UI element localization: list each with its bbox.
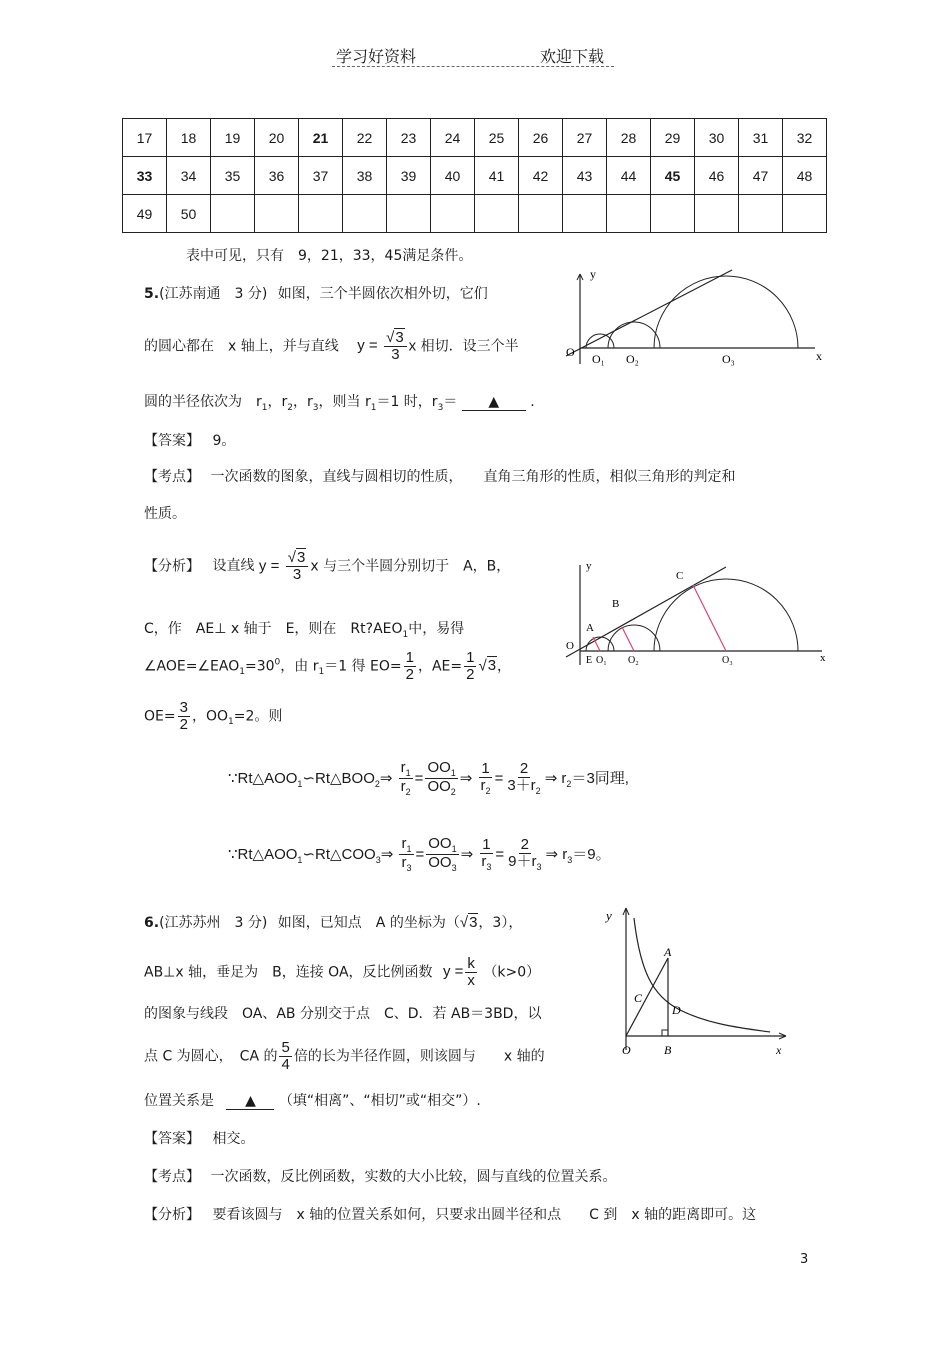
q5-fenxi-line2: C，作 AE⊥ x 轴于 E，则在 $Rt?AEO_1$中，易得	[144, 621, 465, 640]
page-number: 3	[800, 1252, 809, 1267]
table-cell: 29	[651, 119, 695, 157]
q5-figure-semicircles	[560, 262, 830, 370]
table-cell: 23	[387, 119, 431, 157]
table-cell: 18	[167, 119, 211, 157]
table-cell: 50	[167, 195, 211, 233]
table-cell: 24	[431, 119, 475, 157]
q6-fenxi: 【分析】 要看该圆与 x 轴的位置关系如何，只要求出圆半径和点 C 到 x 轴的距离即可。这	[144, 1207, 757, 1223]
svg-text:O₁: O₁	[596, 655, 607, 666]
svg-text:O₃: O₃	[722, 352, 735, 366]
q5-number: 5.	[144, 286, 160, 302]
table-cell: 39	[387, 157, 431, 195]
table-cell: 35	[211, 157, 255, 195]
q5-kaodian-cont: 性质。	[144, 506, 186, 522]
table-cell	[475, 195, 519, 233]
q5-kaodian: 【考点】 一次函数的图象，直线与圆相切的性质， 直角三角形的性质，相似三角形的判定和	[144, 469, 736, 485]
q6-answer: 【答案】 相交。	[144, 1131, 255, 1147]
svg-text:C: C	[634, 991, 643, 1005]
table-cell	[343, 195, 387, 233]
table-cell	[211, 195, 255, 233]
table-cell: 32	[783, 119, 827, 157]
svg-text:O₃: O₃	[722, 655, 733, 666]
table-row	[123, 119, 827, 157]
svg-text:y: y	[590, 267, 596, 281]
table-cell: 44	[607, 157, 651, 195]
table-cell	[387, 195, 431, 233]
table-cell: 21	[299, 119, 343, 157]
q5-answer-blank: ▲	[462, 394, 526, 411]
svg-text:O₂: O₂	[626, 352, 639, 366]
table-cell: 47	[739, 157, 783, 195]
svg-text:x: x	[776, 1043, 782, 1057]
table-cell: 36	[255, 157, 299, 195]
table-cell: 34	[167, 157, 211, 195]
table-cell: 45	[651, 157, 695, 195]
q5-fenxi-line4: OE= $\frac{3}{2}$ ，$OO_1=2$。则	[144, 699, 283, 733]
table-cell	[299, 195, 343, 233]
table-cell: 42	[519, 157, 563, 195]
table-cell: 43	[563, 157, 607, 195]
svg-text:x: x	[816, 349, 822, 363]
svg-text:y: y	[586, 560, 592, 572]
table-cell: 46	[695, 157, 739, 195]
q5-fenxi-line3: $\angle AOE=\angle EAO_1=30^0$，由 $r_1=1$ 得 EO= $\frac{1}{2}$ ，AE= $\frac{1}{2}$ √3，	[144, 649, 512, 683]
svg-text:B: B	[612, 598, 620, 610]
svg-text:D: D	[672, 1003, 681, 1017]
q5-figure-analysis	[560, 555, 832, 670]
svg-text:C: C	[676, 570, 684, 582]
header-divider	[332, 66, 614, 67]
svg-text:O: O	[622, 1043, 631, 1057]
svg-text:x: x	[820, 652, 826, 664]
q5-fraction-sqrt3-over-3: $\frac{√3}{3}$	[384, 330, 407, 363]
q5-equation-1: $\because Rt\triangle AOO_1∽Rt\triangle BOO_2\Rightarrow$ $\frac{r_1}{r_2}$ = $\frac{OO_1}{OO_2}$ ⇒ $\frac{1}{r_2}$ = $\frac{2}{3+r_2}$ ⇒ $r_2=3$同理,	[228, 759, 629, 798]
svg-text:y: y	[606, 908, 612, 923]
q6-kaodian: 【考点】 一次函数，反比例函数，实数的大小比较，圆与直线的位置关系。	[144, 1169, 617, 1185]
q6-line1: 6.(江苏苏州 3 分) 如图，已知点 A 的坐标为（√3，3），	[144, 914, 523, 931]
q5-line2: 的圆心都在 x 轴上，并与直线 y = $\frac{√3}{3}$ x 相切．设三个半	[144, 329, 519, 363]
q5-fenxi-fraction: $\frac{√3}{3}$	[286, 550, 309, 583]
table-cell: 31	[739, 119, 783, 157]
table-cell: 19	[211, 119, 255, 157]
table-cell: 20	[255, 119, 299, 157]
q6-line4: 点 C 为圆心， CA 的 $\frac{5}{4}$ 倍的长为半径作圆，则该圆与 x 轴的	[144, 1039, 545, 1073]
q6-answer-blank: ▲	[226, 1093, 274, 1110]
svg-text:A: A	[664, 945, 672, 959]
svg-text:A: A	[586, 622, 594, 634]
q6-line5: 位置关系是 ▲ （填“相离”、“相切”或“相交”）.	[144, 1093, 481, 1109]
table-cell: 30	[695, 119, 739, 157]
table-cell: 26	[519, 119, 563, 157]
q5-equation-2: $\because Rt\triangle AOO_1∽Rt\triangle COO_3\Rightarrow$ $\frac{r_1}{r_3}$ = $\frac{OO_1}{OO_3}$ ⇒ $\frac{1}{r_3}$ = $\frac{2}{9+r_3}$ ⇒ $r_3=9$。	[228, 835, 611, 874]
table-cell	[783, 195, 827, 233]
svg-text:O: O	[566, 640, 574, 652]
svg-text:B: B	[664, 1043, 672, 1057]
table-cell: 49	[123, 195, 167, 233]
q6-line3: 的图象与线段 OA、AB 分别交于点 C、D．若 AB＝3BD，以	[144, 1006, 542, 1022]
q5-line1: 5.(江苏南通 3 分) 如图，三个半圆依次相外切，它们	[144, 286, 488, 302]
table-cell	[255, 195, 299, 233]
table-cell: 25	[475, 119, 519, 157]
table-cell: 40	[431, 157, 475, 195]
table-cell	[563, 195, 607, 233]
header-right: 欢迎下载	[540, 47, 605, 66]
number-table	[122, 118, 827, 233]
q6-number: 6.	[144, 915, 160, 931]
q6-figure-inverse-function	[600, 900, 790, 1065]
q6-line2: AB⊥x 轴，垂足为 B，连接 OA，反比例函数 y = $\frac{k}{x}$ （k>0）	[144, 955, 541, 989]
table-cell: 41	[475, 157, 519, 195]
table-row	[123, 195, 827, 233]
table-row	[123, 157, 827, 195]
table-cell	[739, 195, 783, 233]
table-cell: 27	[563, 119, 607, 157]
table-cell: 33	[123, 157, 167, 195]
table-cell: 22	[343, 119, 387, 157]
table-cell: 38	[343, 157, 387, 195]
q5-fenxi-line1: 【分析】 设直线 y = $\frac{√3}{3}$ x 与三个半圆分别切于 A，B，	[144, 549, 511, 583]
svg-text:E: E	[586, 655, 593, 666]
table-cell: 17	[123, 119, 167, 157]
svg-text:O₂: O₂	[628, 655, 639, 666]
header-left: 学习好资料	[336, 47, 417, 66]
table-cell	[607, 195, 651, 233]
q5-answer: 【答案】 9。	[144, 433, 236, 449]
table-cell: 37	[299, 157, 343, 195]
table-cell	[651, 195, 695, 233]
q5-line3: 圆的半径依次为 $r_1$，$r_2$，$r_3$，则当 $r_1=1$ 时，$r_3=$ ▲ .	[144, 394, 535, 413]
table-cell	[695, 195, 739, 233]
table-cell: 28	[607, 119, 651, 157]
svg-text:O: O	[566, 345, 575, 359]
table-note: 表中可见，只有 9，21，33，45满足条件。	[186, 248, 473, 264]
table-cell	[431, 195, 475, 233]
svg-text:O₁: O₁	[592, 352, 605, 366]
table-cell	[519, 195, 563, 233]
table-cell: 48	[783, 157, 827, 195]
